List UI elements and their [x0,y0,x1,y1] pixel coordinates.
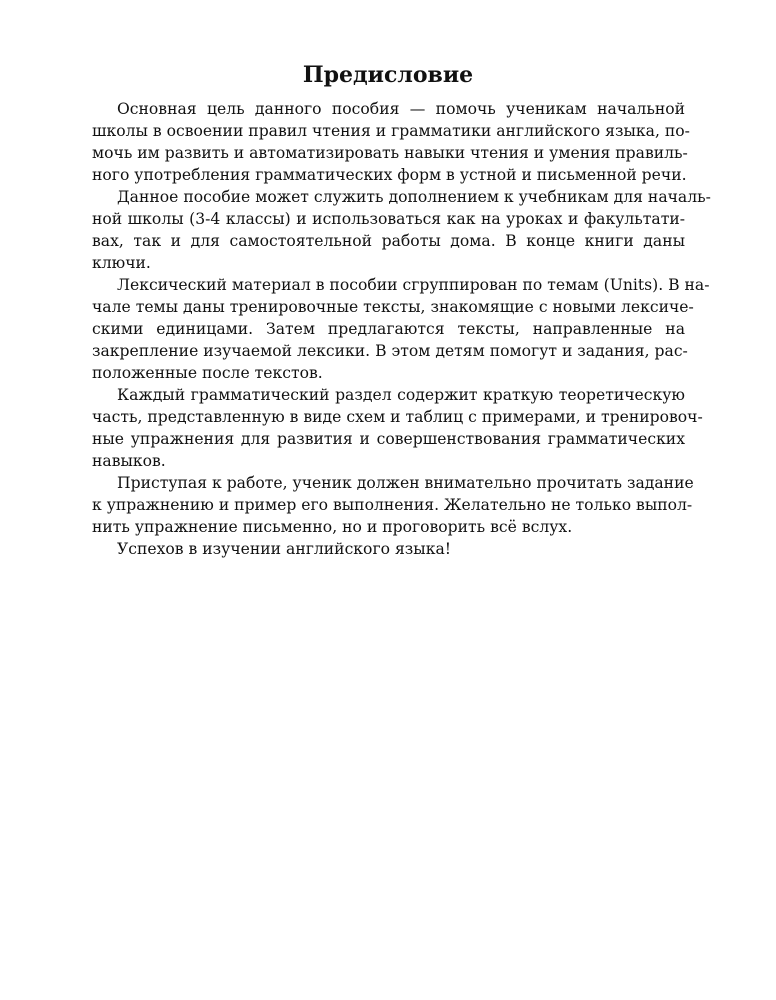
paragraph-1-line-2: школы в освоении правил чтения и грамматики английского языка, по- [92,122,690,140]
paragraph-2-line-2: ной школы (3-4 классы) и использоваться как на уроках и факультати- [92,210,685,228]
page-title: Предисловие [302,62,474,88]
paragraph-5-line-1: Приступая к работе, ученик должен внимательно прочитать задание [117,474,694,492]
paragraph-4-line-3: ные упражнения для развития и совершенствования грамматических [92,430,685,448]
paragraph-5-line-2: к упражнению и пример его выполнения. Желательно не только выпол- [92,496,693,514]
paragraph-5-line-3: нить упражнение письменно, но и проговорить всё вслух. [92,518,573,536]
paragraph-3-line-4: закрепление изучаемой лексики. В этом детям помогут и задания, рас- [92,342,688,360]
paragraph-4-line-1: Каждый грамматический раздел содержит краткую теоретическую [117,386,685,404]
paragraph-2-line-3: вах, так и для самостоятельной работы дома. В конце книги даны [92,232,685,250]
paragraph-2-line-1: Данное пособие может служить дополнением к учебникам для началь- [117,188,711,206]
paragraph-1-line-3: мочь им развить и автоматизировать навыки чтения и умения правиль- [92,144,688,162]
paragraph-3-line-1: Лексический материал в пособии сгруппирован по темам (Units). В на- [117,276,710,294]
paragraph-4-line-2: часть, представленную в виде схем и таблиц с примерами, и тренировоч- [92,408,703,426]
paragraph-3-line-3: скими единицами. Затем предлагаются тексты, направленные на [92,320,685,338]
paragraph-4-line-4: навыков. [92,452,166,470]
paragraph-6-line-1: Успехов в изучении английского языка! [117,540,452,558]
paragraph-2-line-4: ключи. [92,254,151,272]
paragraph-1-line-4: ного употребления грамматических форм в устной и письменной речи. [92,166,687,184]
paragraph-3-line-5: положенные после текстов. [92,364,323,382]
paragraph-1-line-1: Основная цель данного пособия — помочь ученикам начальной [117,100,685,118]
paragraph-3-line-2: чале темы даны тренировочные тексты, знакомящие с новыми лексиче- [92,298,694,316]
